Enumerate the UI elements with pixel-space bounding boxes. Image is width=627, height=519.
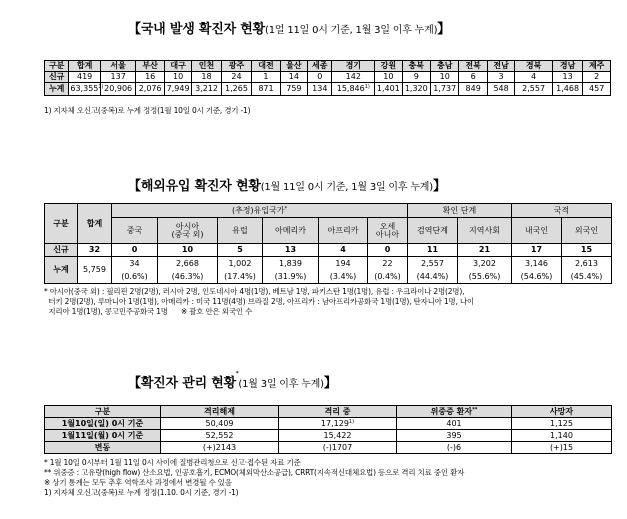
dom-cell-sup: 1) [98,84,104,90]
domestic-title-text: 국내 발생 확진자 현황 [140,22,266,37]
dom-cell-value: 1,737 [433,84,457,93]
mg-cell [161,430,279,442]
ov-sub-header: 검역단계 [408,218,458,244]
ov-h-stage: 확인 단계 [408,204,512,218]
ov-h-origin [112,204,408,218]
overseas-table [44,203,612,284]
ov-new-cell: 10 [158,244,218,257]
mg-cell-value: 15,422 [323,430,352,440]
mg-cell [279,442,397,454]
dom-col-header: 경북 [515,61,553,72]
ov-new-total: 32 [78,244,112,257]
dom-cell [332,83,375,96]
dom-cell [487,72,514,83]
mg-note-line: ※ 상기 통계는 모두 추후 역학조사 과정에서 변경될 수 있음 [44,478,232,487]
dom-row-label: 누계 [45,83,69,96]
ov-cum-pct: (0.6%) [112,271,158,284]
dom-cell-value: 10 [172,72,184,81]
ov-new-cell: 5 [218,244,263,257]
mg-cell-value: 401 [446,418,462,428]
dom-cell [459,72,487,83]
dom-cell [100,72,136,83]
mg-cell [512,430,612,442]
ov-sub-header: 아메리카 [263,218,319,244]
mg-cell [279,418,397,430]
dom-cell [515,83,553,96]
dom-cell-value: 14 [288,72,299,81]
mg-cell-sup: 1) [348,418,355,425]
dom-col-header: 충북 [402,61,430,72]
dom-cell [332,72,375,83]
ov-new-cell: 4 [319,244,368,257]
management-table [44,405,612,454]
dom-cell-value: 2 [594,72,600,81]
ov-cum-cell: 3,202 [458,257,512,271]
mg-row-label: 1월10일(일) 0시 기준 [45,418,161,430]
dom-cell-value: 4 [531,72,537,81]
mg-row-label: 1월11일(월) 0시 기준 [45,430,161,442]
management-title-sup: * [235,371,239,377]
domestic-table [44,60,611,96]
dom-cell [100,83,136,96]
mg-cell-value: (+)15 [549,442,574,452]
dom-col-header: 강원 [375,61,402,72]
domestic-subtitle: (1얼 11일 0시 기준, 1월 3일 이후 누계) [265,25,438,36]
dom-cell-value: 871 [258,84,274,93]
ov-note-line: 지리아 1명(1명), 콩고민주공화국 1명 ※ 괄호 안은 외국인 수 [44,307,253,316]
ov-sub-header: 아시아 (중국 외) [158,218,218,244]
management-subtitle: (1월 3일 이후 누계) [238,379,324,390]
ov-cum-pct: (54.6%) [512,271,562,284]
mg-note-line: 1) 지자체 오신고(중복)로 누계 정정(1.10. 0시 기준, 경기 -1) [44,488,239,497]
mg-cell-value: 1,140 [550,430,573,440]
domestic-footnote: 1) 지자체 오신고(중복)로 누계 정정(1월 10일 0시 기준, 경기 -1) [44,106,251,115]
ov-new-cell: 13 [263,244,319,257]
dom-cell-value: 548 [493,84,509,93]
ov-new-cell: 11 [408,244,458,257]
dom-cell [375,83,402,96]
dom-col-header: 전남 [487,61,514,72]
mg-cell [397,418,512,430]
dom-cell-value: 457 [589,84,605,93]
dom-cell-value: 1 [263,72,269,81]
dom-cell-value: 849 [465,84,481,93]
dom-cell [221,83,251,96]
dom-cell [402,72,430,83]
dom-cell [136,83,164,96]
mg-col-header-text: 격리 중 [324,406,351,416]
dom-col-header: 울산 [280,61,307,72]
dom-cell-value: 3 [498,72,504,81]
dom-cell-value: 20,906 [104,84,133,93]
dom-cell-value: 10 [383,72,394,81]
mg-col-header-text: 사망자 [549,406,574,416]
dom-cell-value: 759 [286,84,302,93]
mg-cell-value: (-)6 [446,442,462,452]
ov-cum-cell: 2,613 [562,257,612,271]
mg-cell [161,442,279,454]
mg-cell [397,442,512,454]
dom-col-header: 대구 [164,61,191,72]
dom-cell-value: 137 [110,72,126,81]
dom-cell-value: 3,212 [195,84,218,93]
overseas-subtitle: (1월 11일 0시 기준, 1월 3일 이후 누계) [260,182,433,193]
dom-col-header: 부산 [136,61,164,72]
management-title: 【확진자 관리 현황*(1월 3일 이후 누계)】 [128,371,337,391]
dom-cell-value: 2,076 [138,84,162,93]
ov-cum-cell: 194 [319,257,368,271]
dom-cell [459,83,487,96]
ov-cum-cell: 2,557 [408,257,458,271]
ov-cum-cell: 1,839 [263,257,319,271]
dom-row-label: 신규 [45,72,69,83]
mg-cell [512,442,612,454]
ov-cum-cell: 34 [112,257,158,271]
ov-sub-header: 내국인 [512,218,562,244]
ov-note-line: * 아시아(중국 외) : 필리핀 2명(2명), 러시아 2명, 인도네시아 4명(1명), 베트남 1명, 파키스탄 1명(1명), 유럽 : 우크라이나 2명(2명), [44,287,465,296]
dom-cell-value: 10 [439,72,450,81]
dom-cell-value: 1,468 [556,84,580,93]
mg-col-header-text: 구분 [94,406,111,416]
dom-cell [431,72,459,83]
dom-cell [192,72,221,83]
dom-cell [252,72,280,83]
ov-cum-pct: (44.4%) [408,271,458,284]
ov-new-cell: 17 [512,244,562,257]
dom-cell [431,83,459,96]
ov-cum-pct: (3.4%) [319,271,368,284]
dom-cell-value: 2,557 [522,84,546,93]
dom-col-header: 서울 [100,61,136,72]
mg-cell-value: 1,125 [550,418,573,428]
ov-sub-header: 유럽 [218,218,263,244]
ov-h-nation: 국적 [512,204,612,218]
ov-cum-cell: 2,668 [158,257,218,271]
dom-col-header: 세종 [308,61,332,72]
dom-cell [583,83,611,96]
dom-col-header: 광주 [221,61,251,72]
dom-cell-value: 419 [76,72,93,81]
ov-new-cell: 0 [368,244,408,257]
dom-cell [375,72,402,83]
dom-cell-value: 142 [345,72,361,81]
mg-col-header [397,406,512,418]
dom-cell [552,72,582,83]
dom-col-header: 전북 [459,61,487,72]
dom-cell [69,72,101,83]
dom-cell-value: 0 [317,72,323,81]
ov-new-label: 신규 [45,244,78,257]
ov-cum-cell: 1,002 [218,257,263,271]
ov-cum-total: 5,759 [78,257,112,284]
dom-cell-value: 24 [231,72,242,81]
dom-cell [515,72,553,83]
ov-h-total: 합계 [78,204,112,244]
dom-cell [252,83,280,96]
dom-col-header: 인천 [192,61,221,72]
mg-col-header-text: 위중증 환자 [430,406,473,416]
ov-new-cell: 0 [112,244,158,257]
management-title-text: 확진자 관리 현황 [140,376,236,391]
mg-cell [397,430,512,442]
dom-cell [164,83,191,96]
mg-cell-value: 50,409 [205,418,234,428]
ov-cum-pct: (17.4%) [218,271,263,284]
ov-cum-pct: (0.4%) [368,271,408,284]
mg-cell-value: 17,129 [320,418,349,428]
mg-cell-value: (-)1707 [322,442,353,452]
mg-note-line: * 1월 10일 0시부터 1월 11일 0시 사이에 질병관리청으로 신고·접수된 자료 기준 [44,458,301,467]
dom-cell-value: 63,355 [70,84,99,93]
ov-sub-header: 아프리카 [319,218,368,244]
ov-cum-label: 누계 [45,257,78,284]
dom-cell-value: 18 [201,72,212,81]
dom-cell-sup: 1) [364,84,370,90]
mg-col-header [512,406,612,418]
ov-cum-cell: 3,146 [512,257,562,271]
dom-cell-value: 13 [562,72,573,81]
mg-cell [512,418,612,430]
dom-cell [402,83,430,96]
ov-h-origin-sup: * [284,205,288,212]
dom-col-header: 구분 [45,61,69,72]
mg-cell [279,430,397,442]
dom-cell [221,72,251,83]
ov-new-cell: 15 [562,244,612,257]
management-notes [44,458,464,498]
ov-new-cell: 21 [458,244,512,257]
dom-cell [583,72,611,83]
dom-cell [280,83,307,96]
dom-cell [69,83,104,96]
dom-cell [192,83,221,96]
domestic-title: 【국내 발생 확진자 현황(1얼 11일 0시 기준, 1월 3일 이후 누계)】 [128,22,451,37]
ov-h-gubun: 구분 [45,204,78,244]
mg-col-header [161,406,279,418]
overseas-title-text: 해외유입 확진자 현황 [140,179,261,194]
mg-cell-value: (+)2143 [202,442,237,452]
dom-cell [280,72,307,83]
mg-cell-value: 52,552 [205,430,234,440]
dom-cell-value: 16 [145,72,156,81]
ov-sub-header: 외국인 [562,218,612,244]
dom-cell [164,72,191,83]
dom-cell-value: 6 [470,72,476,81]
dom-cell-value: 1,265 [225,84,248,93]
ov-cum-pct: (31.9%) [263,271,319,284]
dom-col-header: 경기 [332,61,375,72]
mg-cell [161,418,279,430]
dom-cell-value: 7,949 [166,84,190,93]
dom-col-header: 충남 [431,61,459,72]
ov-sub-header: 오세 아니아 [368,218,408,244]
mg-note-line: ** 위중증 : 고유량(high flow) 산소요법, 인공호흡기, ECMO(체외막산소공급), CRRT(지속적신대체요법) 등으로 격리 치료 중인 환자 [44,468,465,477]
dom-cell [487,83,514,96]
overseas-title: 【해외유입 확진자 현황(1월 11일 0시 기준, 1월 3일 이후 누계)】 [128,179,446,194]
dom-cell-value: 9 [413,72,419,81]
dom-cell-value: 1,320 [404,84,428,93]
ov-cum-pct: (45.4%) [562,271,612,284]
dom-col-header: 제주 [583,61,611,72]
ov-cum-pct: (46.3%) [158,271,218,284]
mg-col-header [45,406,161,418]
dom-cell [308,72,332,83]
mg-col-header-sup: ** [472,406,478,413]
ov-sub-header: 중국 [112,218,158,244]
dom-cell-value: 15,846 [336,84,365,93]
mg-cell-value: 395 [446,430,462,440]
ov-note-line: 터키 2명(2명), 루마니아 1명(1명), 아메리카 : 미국 11명(4명) 브라질 2명, 아프리카 : 남아프리카공화국 1명(1명), 탄자니아 1명, 나이 [44,297,474,306]
ov-h-origin-text: (추정)유입국가 [231,205,285,215]
ov-sub-header: 지역사회 [458,218,512,244]
dom-cell [308,83,332,96]
overseas-notes [44,287,474,317]
dom-col-header: 대전 [252,61,280,72]
dom-cell-value: 134 [312,84,328,93]
dom-col-header: 합계 [69,61,101,72]
mg-col-header-text: 격리해제 [204,406,235,416]
mg-row-label: 변동 [45,442,161,454]
ov-cum-pct: (55.6%) [458,271,512,284]
dom-cell [136,72,164,83]
dom-cell [552,83,582,96]
dom-cell-value: 1,401 [376,84,400,93]
ov-cum-cell: 22 [368,257,408,271]
mg-col-header [279,406,397,418]
dom-col-header: 경남 [552,61,582,72]
